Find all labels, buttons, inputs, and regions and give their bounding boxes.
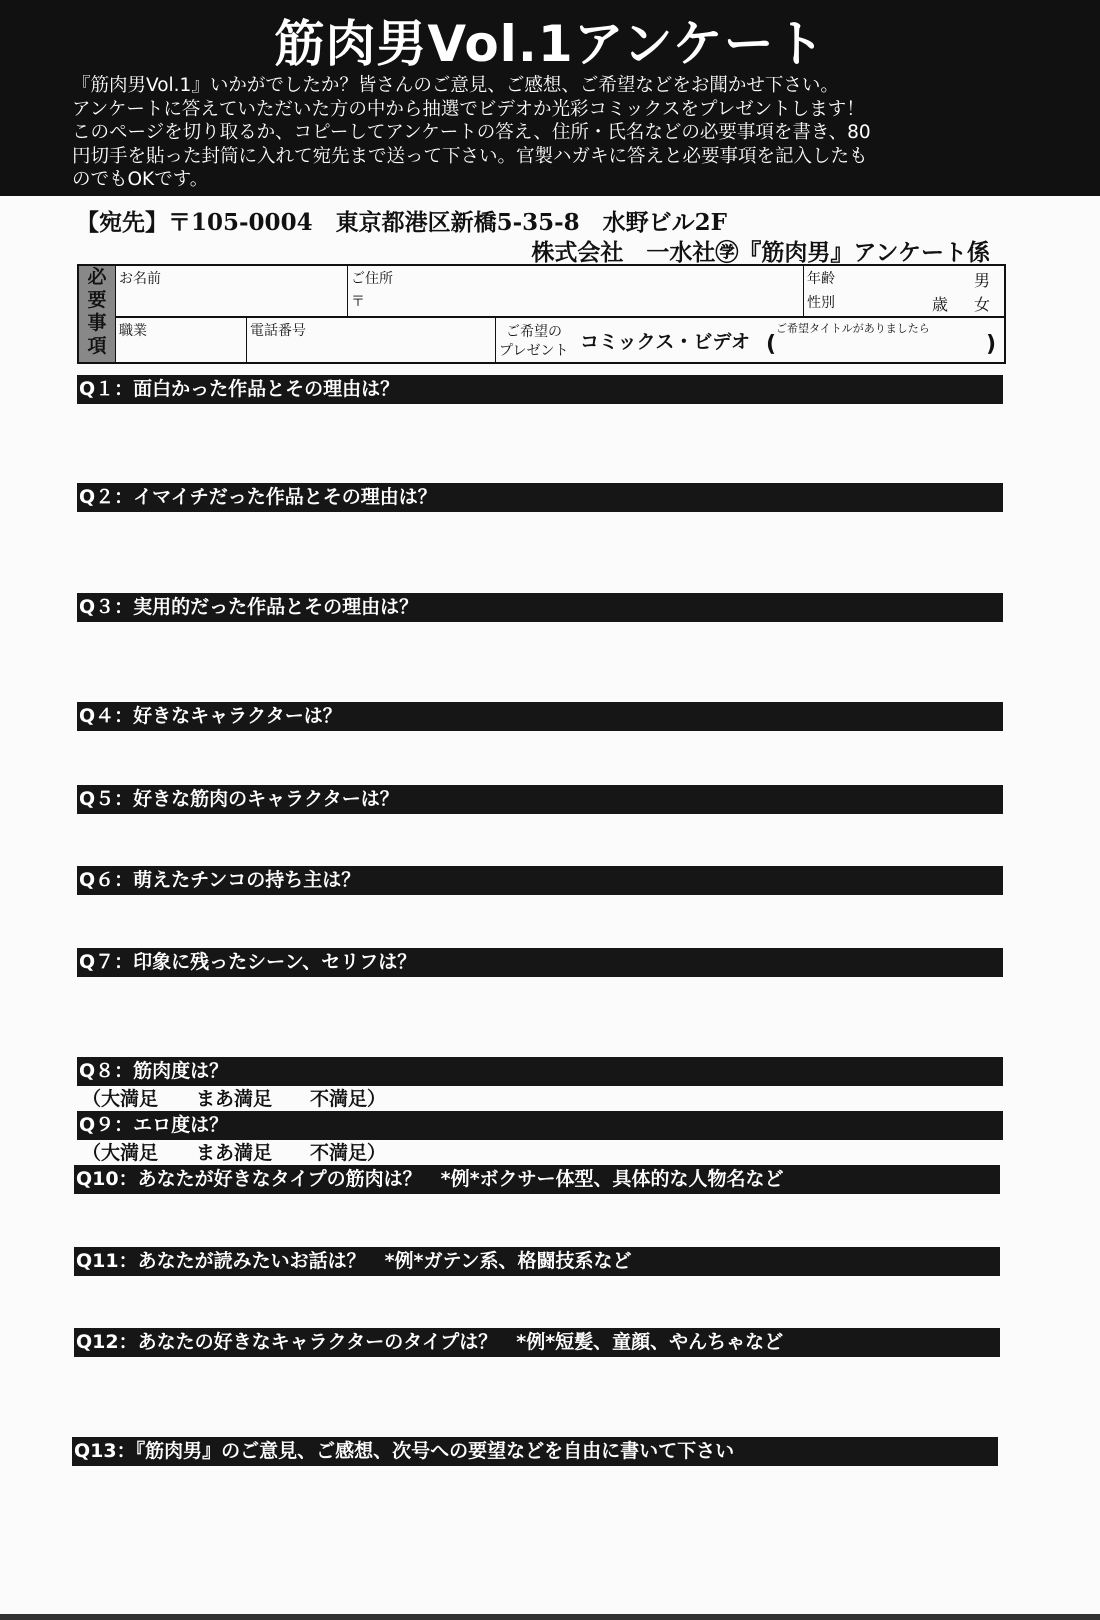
present-label: ご希望の [506, 324, 562, 340]
question-q4: Q４：好きなキャラクターは？ [77, 702, 1003, 731]
paren-close: ) [986, 332, 997, 357]
paren-open: ( [766, 332, 777, 357]
age-unit: 歳 [932, 295, 949, 314]
phone-label: 電話番号 [250, 323, 306, 339]
intro-line: のでもOKです。 [72, 169, 209, 190]
question-q2: Q２：イマイチだった作品とその理由は？ [77, 483, 1003, 512]
phone-field[interactable] [246, 318, 496, 362]
required-items-label [79, 266, 115, 362]
question-q6: Q６：萌えたチンコの持ち主は？ [77, 866, 1003, 895]
address-line-1: 【宛先】〒105-0004 東京都港区新橋5-35-8 水野ビル2F [76, 209, 728, 236]
question-q13: Q13：『筋肉男』のご意見、ご感想、次号への要望などを自由に書いて下さい [72, 1437, 998, 1466]
present-options[interactable]: コミックス・ビデオ [580, 331, 751, 353]
side-char: 項 [87, 335, 107, 357]
question-q7: Q７：印象に残ったシーン、セリフは？ [77, 948, 1003, 977]
male-option[interactable]: 男 [974, 271, 991, 290]
sex-label: 性別 [807, 295, 835, 311]
present-label: プレゼント [499, 343, 569, 359]
question-q10: Q10：あなたが好きなタイプの筋肉は？ *例*ボクサー体型、具体的な人物名など [74, 1165, 1000, 1194]
age-label: 年齢 [807, 271, 835, 287]
side-char: 事 [87, 312, 107, 334]
intro-line: 円切手を貼った封筒に入れて宛先まで送って下さい。官製ハガキに答えと必要事項を記入したも [72, 145, 868, 167]
address-field[interactable] [347, 266, 804, 316]
present-field[interactable] [495, 318, 1004, 362]
address-line-2: 株式会社 一水社㊫『筋肉男』アンケート係 [531, 239, 990, 266]
question-q1: Q１：面白かった作品とその理由は？ [77, 375, 1003, 404]
question-q9: Q９：エロ度は？ [77, 1111, 1003, 1140]
side-char: 要 [87, 289, 107, 311]
name-field[interactable] [115, 266, 348, 316]
page-title: 筋肉男Vol.1アンケート [274, 15, 826, 73]
question-q8: Q８：筋肉度は？ [77, 1057, 1003, 1086]
side-char: 必 [87, 266, 107, 288]
intro-text [72, 74, 1032, 192]
job-label: 職業 [119, 323, 147, 339]
age-sex-field[interactable] [803, 266, 1004, 316]
name-label: お名前 [119, 271, 161, 287]
postal-mark: 〒 [351, 294, 365, 310]
header-band [0, 0, 1100, 196]
satisfaction-options-q9[interactable]: （大満足 まあ満足 不満足） [82, 1142, 387, 1164]
address-label: ご住所 [351, 271, 393, 287]
intro-line: 『筋肉男Vol.1』いかがでしたか？皆さんのご意見、ご感想、ご希望などをお聞かせ下さい。 [72, 75, 839, 96]
satisfaction-options-q8[interactable]: （大満足 まあ満足 不満足） [82, 1088, 387, 1110]
question-q3: Q３：実用的だった作品とその理由は？ [77, 593, 1003, 622]
title-note: ご希望タイトルがありましたら [776, 322, 930, 335]
female-option[interactable]: 女 [974, 295, 991, 314]
question-q11: Q11：あなたが読みたいお話は？ *例*ガテン系、格闘技系など [74, 1247, 1000, 1276]
scan-edge [0, 1614, 1100, 1620]
required-info-form [77, 264, 1006, 364]
intro-line: アンケートに答えていただいた方の中から抽選でビデオか光彩コミックスをプレゼントします！ [72, 98, 865, 120]
question-q12: Q12：あなたの好きなキャラクターのタイプは？ *例*短髪、童顔、やんちゃなど [74, 1328, 1000, 1357]
job-field[interactable] [115, 318, 247, 362]
intro-line: このページを切り取るか、コピーしてアンケートの答え、住所・氏名などの必要事項を書き、80 [72, 122, 871, 143]
question-q5: Q５：好きな筋肉のキャラクターは？ [77, 785, 1003, 814]
